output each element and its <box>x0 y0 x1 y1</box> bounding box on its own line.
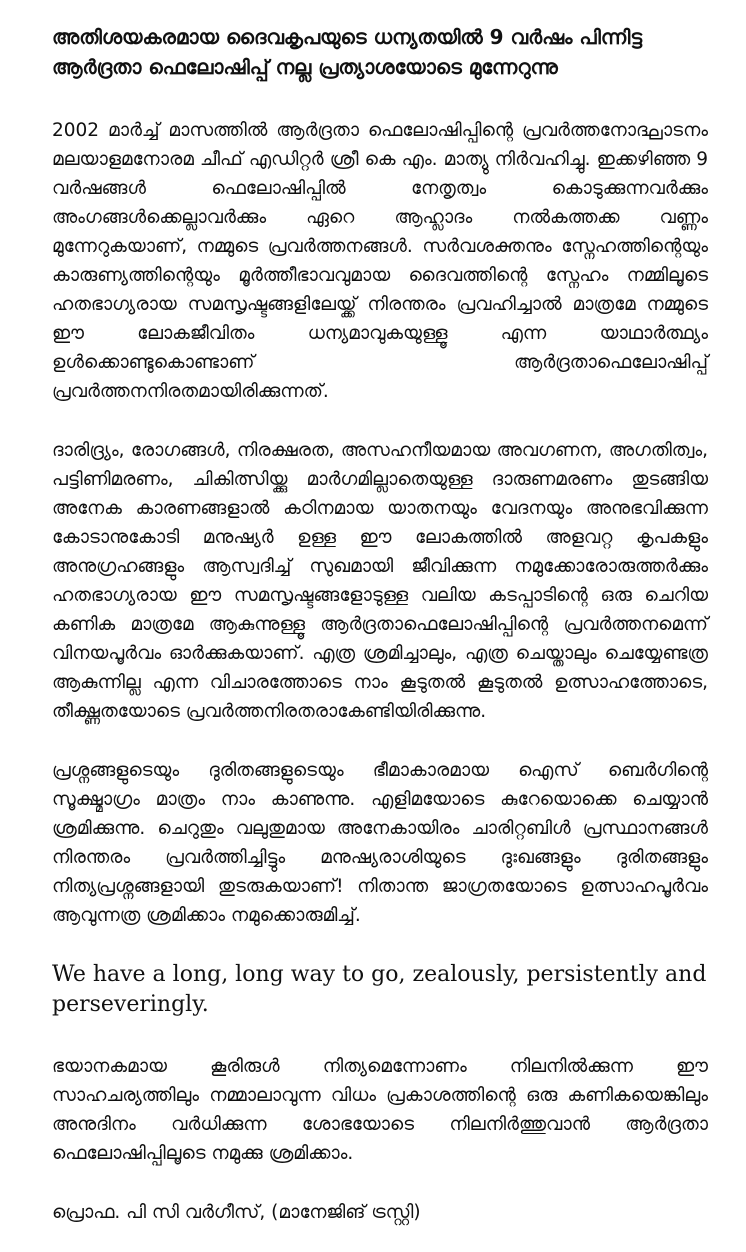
document-title: അതിശയകരമായ ദൈവകൃപയുടെ ധന്യതയിൽ 9 വർഷം പിന്നിട്ട ആർദ്രതാ ഫെലോഷിപ്പ് നല്ല പ്രത്യാശയോടെ മുന്നേറുന്നു <box>52 25 643 79</box>
closing-paragraph: ഭയാനകമായ കൂരിരുൾ നിത്യമെന്നോണം നിലനിൽക്കുന്ന ഈ സാഹചര്യത്തിലും നമ്മാലാവുന്ന വിധം പ്രകാശത്തിന്റെ ഒരു കണികയെങ്കിലും അനുദിനം വർധിക്കുന്ന ശോഭയോടെ നിലനിർത്തുവാൻ ആർദ്രതാ ഫെലോഷിപ്പിലൂടെ നമുക്കു ശ്രമിക്കാം. <box>52 1056 708 1164</box>
english-quote: We have a long, long way to go, zealously, persistently and perseveringly. <box>52 962 707 1017</box>
document-page <box>52 22 708 1227</box>
signature: പ്രൊഫ. പി സി വർഗീസ്, (മാനേജിങ് ട്രസ്റ്റി) <box>52 1202 421 1223</box>
paragraph-3: പ്രശ്നങ്ങളുടെയും ദുരിതങ്ങളുടെയും ഭീമാകാരമായ ഐസ് ബെർഗിന്റെ സൂക്ഷ്മാഗ്രം മാത്രം നാം കാണുന്നു. എളിമയോടെ കുറേയൊക്കെ ചെയ്യാൻ ശ്രമിക്കുന്നു. ചെറുതും വലുതുമായ അനേകായിരം ചാരിറ്റബിൾ പ്രസ്ഥാനങ്ങൾ നിരന്തരം പ്രവർത്തിച്ചിട്ടും മനുഷ്യരാശിയുടെ ദുഃഖങ്ങളും ദുരിതങ്ങളും നിത്യപ്രശ്നങ്ങളായി തുടരുകയാണ്! നിതാന്ത ജാഗ്രതയോടെ ഉത്സാഹപൂർവം ആവുന്നത്ര ശ്രമിക്കാം നമുക്കൊരുമിച്ച്. <box>52 760 708 926</box>
paragraph-1: 2002 മാർച്ച് മാസത്തിൽ ആർദ്രതാ ഫെലോഷിപ്പിന്റെ പ്രവർത്തനോദ്ഘാടനം മലയാളമനോരമ ചീഫ് എഡിറ്റർ ശ്രീ കെ എം. മാത്യു നിർവഹിച്ചു. ഇക്കഴിഞ്ഞ 9 വർഷങ്ങൾ ഫെലോഷിപ്പിൽ നേതൃത്വം കൊടുക്കുന്നവർക്കും അംഗങ്ങൾക്കെല്ലാവർക്കും ഏറെ ആഹ്ലാദം നൽകത്തക്ക വണ്ണം മുന്നേറുകയാണ്, നമ്മുടെ പ്രവർത്തനങ്ങൾ. സർവശക്തനും സ്നേഹത്തിന്റെയും കാരുണ്യത്തിന്റെയും മൂർത്തീഭാവവുമായ ദൈവത്തിന്റെ സ്നേഹം നമ്മിലൂടെ ഹതഭാഗ്യരായ സമസൃഷ്ടങ്ങളിലേയ്ക്ക് നിരന്തരം പ്രവഹിച്ചാൽ മാത്രമേ നമ്മുടെ ഈ ലോകജീവിതം ധന്യമാവുകയുള്ളൂ എന്ന യാഥാർത്ഥ്യം ഉൾക്കൊണ്ടുകൊണ്ടാണ് ആർദ്രതാഫെലോഷിപ്പ് പ്രവർത്തനനിരതമായിരിക്കുന്നത്. <box>52 120 708 402</box>
paragraph-2: ദാരിദ്ര്യം, രോഗങ്ങൾ, നിരക്ഷരത, അസഹനീയമായ അവഗണന, അഗതിത്വം, പട്ടിണിമരണം, ചികിത്സിയ്ക്കു മാർഗമില്ലാതെയുള്ള ദാരുണമരണം തുടങ്ങിയ അനേക കാരണങ്ങളാൽ കഠിനമായ യാതനയും വേദനയും അനുഭവിക്കുന്ന കോടാനുകോടി മനുഷ്യർ ഉള്ള ഈ ലോകത്തിൽ അളവറ്റ കൃപകളും അനുഗ്രഹങ്ങളും ആസ്വദിച്ച് സുഖമായി ജീവിക്കുന്ന നമുക്കോരോരുത്തർക്കും ഹതഭാഗ്യരായ ഈ സമസൃഷ്ടങ്ങളോടുള്ള വലിയ കടപ്പാടിന്റെ ഒരു ചെറിയ കണിക മാത്രമേ ആകുന്നുള്ളൂ ആർദ്രതാഫെലോഷിപ്പിന്റെ പ്രവർത്തനമെന്ന് വിനയപൂർവം ഓർക്കുകയാണ്. എത്ര ശ്രമിച്ചാലും, എത്ര ചെയ്താലും ചെയ്യേണ്ടത്ര ആകുന്നില്ല എന്ന വിചാരത്തോടെ നാം കൂടുതൽ കൂടുതൽ ഉത്സാഹത്തോടെ, തീക്ഷ്ണതയോടെ പ്രവർത്തനിരതരാകേണ്ടിയിരിക്കുന്നു. <box>52 440 708 722</box>
